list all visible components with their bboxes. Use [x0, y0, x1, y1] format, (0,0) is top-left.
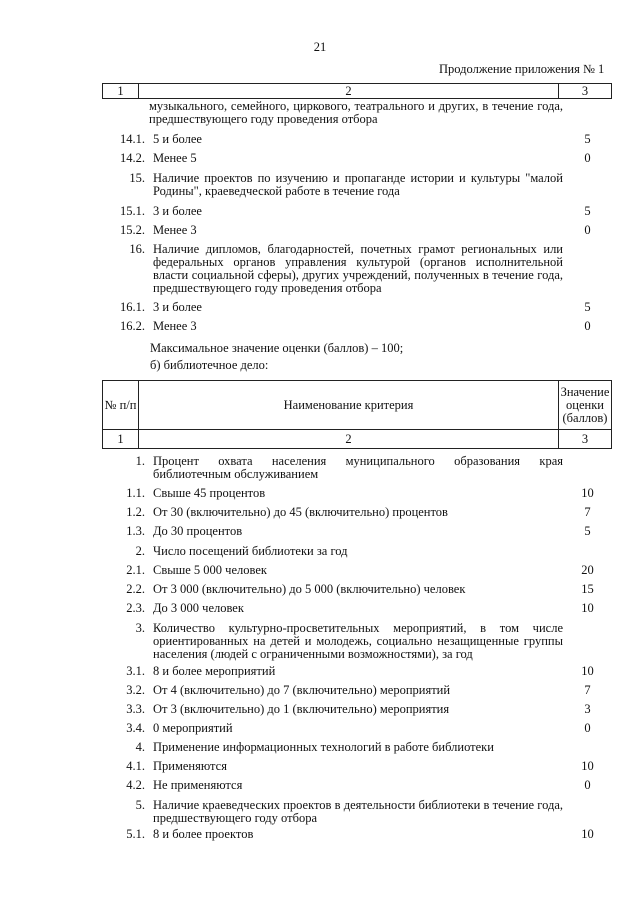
row-value: 5: [584, 204, 591, 218]
continuation-label: Продолжение приложения № 1: [439, 62, 605, 76]
table1-header-col1: 1: [103, 84, 139, 98]
section-b-title: б) библиотечное дело:: [150, 358, 269, 372]
row-value: [563, 799, 612, 825]
row-value: 10: [581, 759, 594, 773]
row-number: 4.1.: [126, 759, 145, 773]
row-text: 3 и более: [153, 300, 202, 314]
row-text: 8 и более проектов: [153, 827, 254, 841]
row-value: [563, 455, 612, 481]
row-text: До 3 000 человек: [153, 601, 244, 615]
row-text: Менее 3: [153, 223, 197, 237]
table2-header: [102, 380, 612, 449]
table1-row: [102, 152, 612, 165]
row-text: Число посещений библиотеки за год: [153, 544, 348, 558]
row-number: 5.: [135, 798, 145, 812]
row-number: 1.1.: [126, 486, 145, 500]
table2-row: [102, 799, 612, 825]
table2-row: [102, 564, 612, 577]
table2-row: [102, 722, 612, 735]
row-value: 10: [581, 664, 594, 678]
row-text: Процент охвата населения муниципального образования края библиотечным обслуживанием: [153, 454, 563, 481]
row-text: 0 мероприятий: [153, 721, 233, 735]
row-value: [563, 172, 612, 198]
row-number: 3.: [135, 621, 145, 635]
row-value: 10: [581, 601, 594, 615]
row-number: [102, 100, 147, 126]
row-number: 1.: [135, 454, 145, 468]
row-text: Свыше 5 000 человек: [153, 563, 267, 577]
row-number: 14.2.: [120, 151, 145, 165]
table2-index-col3: 3: [581, 431, 589, 446]
row-value: 7: [584, 683, 591, 697]
row-text: 3 и более: [153, 204, 202, 218]
row-value: [563, 622, 612, 661]
row-text: 5 и более: [153, 132, 202, 146]
table2-row: [102, 622, 612, 661]
row-number: 16.2.: [120, 319, 145, 333]
table2-header-number: № п/п: [103, 381, 139, 429]
row-value: 0: [584, 778, 591, 792]
table2-index-col1: 1: [103, 430, 139, 448]
row-number: 2.2.: [126, 582, 145, 596]
table2-row: [102, 665, 612, 678]
row-text: Менее 3: [153, 319, 197, 333]
table2-header-criterion: Наименование критерия: [139, 381, 559, 429]
table1-row: [102, 301, 612, 314]
row-number: 16.1.: [120, 300, 145, 314]
row-text: До 30 процентов: [153, 524, 243, 538]
row-number: 2.: [135, 544, 145, 558]
row-number: 15.2.: [120, 223, 145, 237]
table1-row: [102, 205, 612, 218]
row-number: 3.3.: [126, 702, 145, 716]
table2-row: [102, 583, 612, 596]
page-number: 21: [313, 40, 327, 54]
row-value: 7: [584, 505, 591, 519]
row-value: [563, 741, 612, 754]
row-number: 2.3.: [126, 601, 145, 615]
table1-row: [102, 100, 612, 126]
row-text: музыкального, семейного, циркового, театрального и других, в течение года, предшествующего году проведения отбора: [149, 99, 563, 126]
table2-row: [102, 506, 612, 519]
row-text: 8 и более мероприятий: [153, 664, 276, 678]
row-number: 15.: [129, 171, 145, 185]
row-value: 0: [584, 319, 591, 333]
table2-row: [102, 684, 612, 697]
row-value: 0: [584, 721, 591, 735]
row-value: [563, 545, 612, 558]
table2-row: [102, 703, 612, 716]
row-text: Свыше 45 процентов: [153, 486, 266, 500]
row-number: 15.1.: [120, 204, 145, 218]
table1-header: [102, 83, 612, 99]
table1-row: [102, 243, 612, 295]
row-value: [563, 100, 612, 126]
table2-row: [102, 741, 612, 754]
row-number: 1.2.: [126, 505, 145, 519]
row-value: 20: [581, 563, 594, 577]
row-number: 3.4.: [126, 721, 145, 735]
row-value: 5: [584, 300, 591, 314]
row-text: Наличие краеведческих проектов в деятельности библиотеки в течение года, предшествующего году отбора: [153, 798, 563, 825]
row-value: 5: [584, 132, 591, 146]
row-text: От 4 (включительно) до 7 (включительно) мероприятий: [153, 683, 451, 697]
table2-index-col2: 2: [139, 430, 559, 448]
table1-header-col2: 2: [139, 84, 559, 98]
table2-row: [102, 487, 612, 500]
row-number: 2.1.: [126, 563, 145, 577]
row-value: 5: [584, 524, 591, 538]
row-value: 0: [584, 223, 591, 237]
row-number: 1.3.: [126, 524, 145, 538]
row-text: От 30 (включительно) до 45 (включительно) процентов: [153, 505, 448, 519]
row-number: 4.2.: [126, 778, 145, 792]
table2-header-score: Значение оценки (баллов): [560, 384, 610, 425]
table2-row: [102, 828, 612, 841]
row-number: 16.: [129, 242, 145, 256]
row-value: 3: [584, 702, 591, 716]
row-number: 5.1.: [126, 827, 145, 841]
row-value: [563, 243, 612, 295]
row-text: Применяются: [153, 759, 227, 773]
row-number: 4.: [135, 740, 145, 754]
row-text: Применение информационных технологий в работе библиотеки: [153, 740, 494, 754]
table1-row: [102, 172, 612, 198]
row-value: 10: [581, 827, 594, 841]
row-text: Наличие дипломов, благодарностей, почетных грамот региональных или федеральных органов управления культурой (органов исполнительной власти социальной сферы), других учреждений, полученных в течение года, предшествующего году проведения отбора: [153, 242, 563, 295]
table2-row: [102, 525, 612, 538]
row-text: Не применяются: [153, 778, 243, 792]
table1-header-col3: 3: [581, 83, 589, 98]
row-number: 14.1.: [120, 132, 145, 146]
row-value: 0: [584, 151, 591, 165]
row-text: От 3 000 (включительно) до 5 000 (включительно) человек: [153, 582, 466, 596]
row-number: 3.2.: [126, 683, 145, 697]
table2-row: [102, 602, 612, 615]
table2-row: [102, 455, 612, 481]
row-number: 3.1.: [126, 664, 145, 678]
table2-row: [102, 545, 612, 558]
max-score-text: Максимальное значение оценки (баллов) – 100;: [150, 341, 404, 355]
row-value: 15: [581, 582, 594, 596]
table1-row: [102, 320, 612, 333]
table2-row: [102, 760, 612, 773]
row-text: От 3 (включительно) до 1 (включительно) мероприятия: [153, 702, 450, 716]
row-text: Наличие проектов по изучению и пропаганде истории и культуры "малой Родины", краеведческой работе в течение года: [153, 171, 563, 198]
table2-row: [102, 779, 612, 792]
row-text: Менее 5: [153, 151, 197, 165]
row-value: 10: [581, 486, 594, 500]
row-text: Количество культурно-просветительных мероприятий, в том числе ориентированных на детей и молодежь, социально незащищенные группы населения (людей с ограниченными возможностями), за год: [153, 621, 563, 661]
table1-row: [102, 133, 612, 146]
table1-row: [102, 224, 612, 237]
